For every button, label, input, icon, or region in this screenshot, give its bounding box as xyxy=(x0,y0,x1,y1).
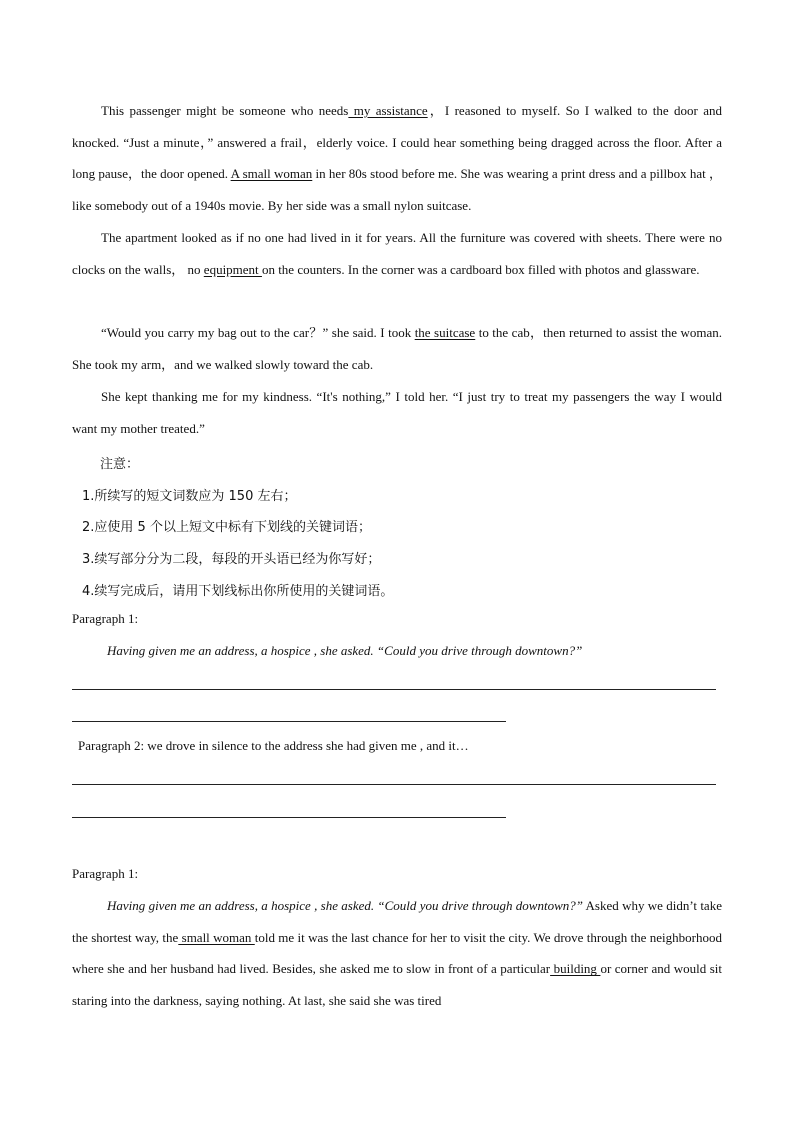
answer-text: told me it was the last chance for her to visit the city. We drove through the neighborhood where she and her husband had lived. Besides, she asked me to slow in front of a particular xyxy=(72,929,722,977)
answer-text: or corner and would sit staring into the darkness, saying nothing. At last, she said she was tired xyxy=(72,961,722,1009)
answer-line xyxy=(72,721,506,722)
story-paragraph-3 xyxy=(72,317,722,380)
note-item-1: 1.所续写的短文词数应为 150 左右； xyxy=(82,489,297,504)
answer-paragraph-1 xyxy=(72,890,722,1017)
answer-line xyxy=(72,689,716,690)
story-text: This passenger might be someone who needs xyxy=(101,103,349,118)
keyword-my-assistance: my assistance xyxy=(348,103,428,118)
story-text: to the cab，then returned to assist the woman. She took my arm，and we walked slowly toward the cab. xyxy=(72,325,722,372)
notes-title: 注意： xyxy=(100,457,140,472)
story-text: on the counters. In the corner was a cardboard box filled with photos and glassware. xyxy=(261,261,700,277)
answer-line xyxy=(72,784,716,785)
story-text: She kept thanking me for my kindness. “It's nothing,” I told her. “I just try to treat my passengers the way I would want my mother treated.” xyxy=(72,389,722,436)
answer-opening: Having given me an address, a hospice , she asked. “Could you drive through downtown?” xyxy=(107,898,583,913)
keyword-small-woman: small woman xyxy=(178,929,255,945)
answer-text: Asked why we didn’t take the shortest way, the xyxy=(72,898,722,945)
paragraph-2-prompt: Paragraph 2: we drove in silence to the address she had given me , and it… xyxy=(78,738,469,753)
note-item-3: 3.续写部分分为二段，每段的开头语已经为你写好； xyxy=(82,552,381,567)
paragraph-1-label: Paragraph 1: xyxy=(72,611,139,626)
keyword-a-small-woman: A small woman xyxy=(230,166,313,182)
story-text: “Would you carry my bag out to the car？” she said. I took xyxy=(101,325,415,340)
keyword-the-suitcase: the suitcase xyxy=(414,325,476,340)
story-paragraph-1 xyxy=(72,95,722,222)
keyword-building: building xyxy=(550,961,601,977)
answer-paragraph-1-label: Paragraph 1: xyxy=(72,866,139,881)
keyword-equipment: equipment xyxy=(203,261,262,277)
story-paragraph-4 xyxy=(72,381,722,444)
note-item-2: 2.应使用 5 个以上短文中标有下划线的关键词语； xyxy=(82,520,371,535)
answer-line xyxy=(72,817,506,818)
note-item-4: 4.续写完成后，请用下划线标出你所使用的关键词语。 xyxy=(82,584,394,599)
story-paragraph-2 xyxy=(72,222,722,285)
story-text: The apartment looked as if no one had lived in it for years. All the furniture was covered with sheets. There were no clocks on the walls， no xyxy=(72,230,722,277)
story-text: in her 80s stood before me. She was wearing a print dress and a pillbox hat ，like somebody out of a 1940s movie. By her side was a small nylon suitcase. xyxy=(72,166,723,214)
paragraph-1-opening: Having given me an address, a hospice , she asked. “Could you drive through downtown?” xyxy=(107,643,583,658)
story-text: ，I reasoned to myself. So I walked to the door and knocked. “Just a minute，” answered a frail，elderly voice. I could hear something being dragged across the floor. After a long pause，the door opened. xyxy=(72,103,723,182)
